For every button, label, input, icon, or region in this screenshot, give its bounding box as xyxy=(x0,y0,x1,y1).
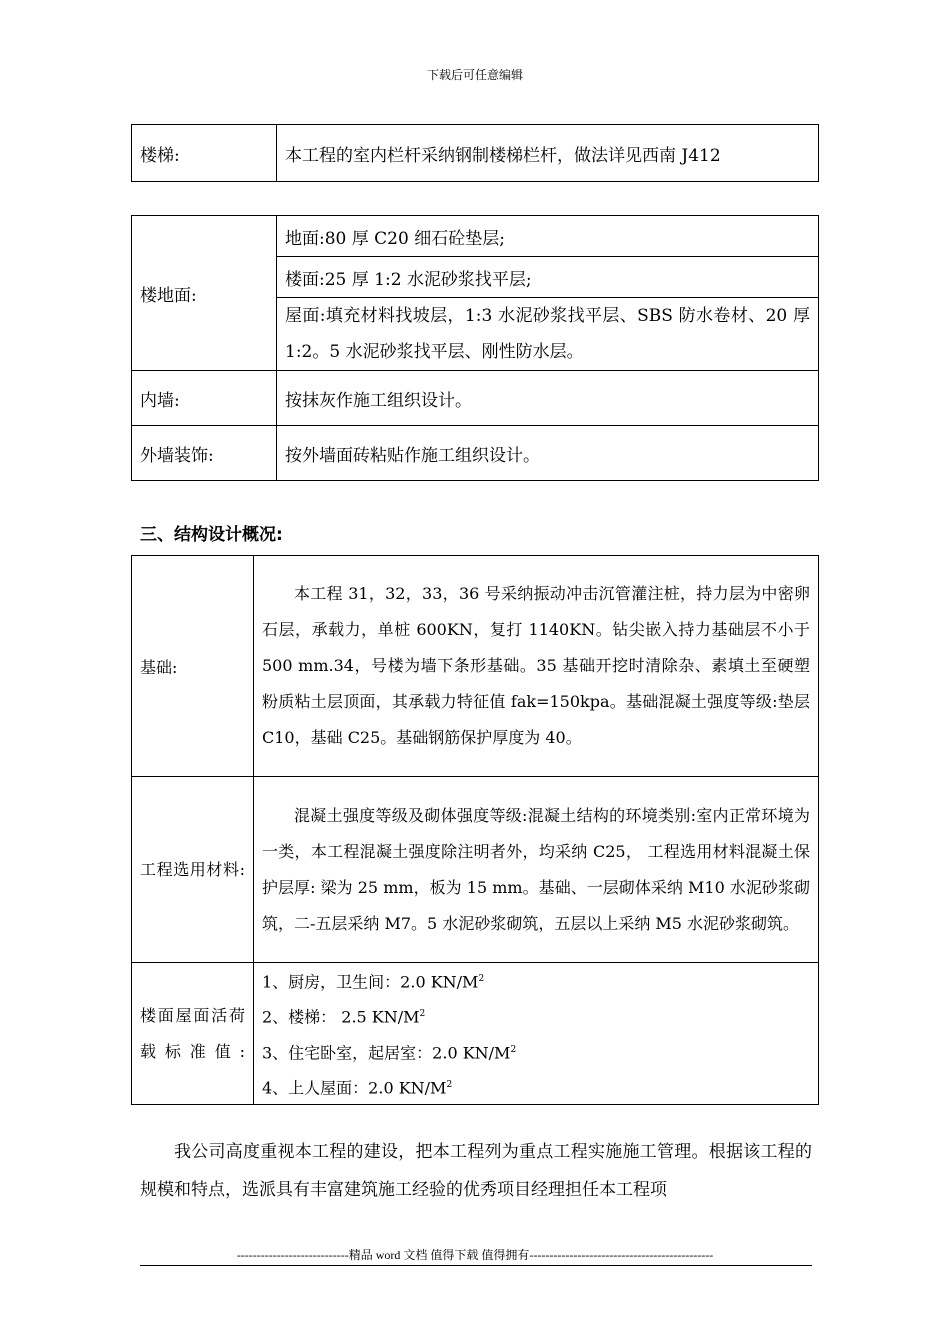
stairs-text: 本工程的室内栏杆采纳钢制楼梯栏杆，做法详见西南 J412 xyxy=(277,125,819,182)
inner-wall-label: 内墙: xyxy=(132,371,277,426)
load-item: 3、住宅卧室，起居室：2.0 $KN/M^2$ xyxy=(262,1042,517,1062)
load-item: 4、上人屋面：2.0 $KN/M^2$ xyxy=(262,1078,453,1098)
stairs-table xyxy=(131,124,819,182)
footer-rule xyxy=(140,1265,812,1266)
load-item: 1、厨房，卫生间：2.0 $KN/M^2$ xyxy=(262,972,485,992)
table-row xyxy=(132,556,819,777)
loads-list xyxy=(254,963,819,1105)
materials-text: 混凝土强度等级及砌体强度等级:混凝土结构的环境类别:室内正常环境为一类，本工程混凝土强度除注明者外，均采纳 C25， 工程选用材料混凝土保护层厚: 梁为 25 mm，板为 15 mm。基础、一层砌体采纳 M10 水泥砂浆砌筑，二-五层采纳 M7。5 水泥砂浆砌筑，五层以上采纳 M5 水泥砂浆砌筑。 xyxy=(262,805,810,933)
table-row xyxy=(132,216,819,257)
structure-table xyxy=(131,555,819,1105)
table-row xyxy=(132,125,819,182)
inner-wall-text: 按抹灰作施工组织设计。 xyxy=(277,371,819,426)
foundation-label: 基础: xyxy=(132,556,254,777)
body-paragraph: 我公司高度重视本工程的建设，把本工程列为重点工程实施施工管理。根据该工程的规模和特点，选派具有丰富建筑施工经验的优秀项目经理担任本工程项 xyxy=(140,1142,812,1200)
outer-wall-text: 按外墙面砖粘贴作施工组织设计。 xyxy=(277,426,819,481)
floor-label: 楼地面: xyxy=(132,216,277,371)
foundation-text: 本工程 31，32，33，36 号采纳振动冲击沉管灌注桩，持力层为中密卵石层，承载力，单桩 600KN，复打 1140KN。钻尖嵌入持力基础层不小于 500 mm.34，号楼为墙下条形基础。35 基础开挖时清除杂、素填土至硬塑粉质粘土层顶面，其承载力特征值 fak=150kpa。基础混凝土强度等级:垫层 C10，基础 C25。基础钢筋保护厚度为 40。 xyxy=(262,584,810,747)
floor-text: 楼面:25 厚 1:2 水泥砂浆找平层; xyxy=(277,257,819,298)
stairs-label: 楼梯: xyxy=(132,125,277,182)
page-footer: ----------------------------精品 word 文档 值得下载 值得拥有---------------------------------------------- xyxy=(236,1248,714,1262)
outer-wall-label: 外墙装饰: xyxy=(132,426,277,481)
table-row xyxy=(132,426,819,481)
page-header-note: 下载后可任意编辑 xyxy=(426,68,523,82)
section-title: 三、结构设计概况: xyxy=(140,525,283,545)
load-item: 2、楼梯： 2.5 $KN/M^2$ xyxy=(262,1007,426,1027)
table-row xyxy=(132,371,819,426)
table-row xyxy=(132,963,819,1105)
roof-text: 屋面:填充材料找坡层，1:3 水泥砂浆找平层、SBS 防水卷材、20 厚 1:2。5 水泥砂浆找平层、刚性防水层。 xyxy=(285,306,810,362)
table-row xyxy=(132,777,819,963)
loads-label: 楼面屋面活荷载标准值: xyxy=(140,1005,245,1061)
finishes-table xyxy=(131,215,819,481)
ground-text: 地面:80 厚 C20 细石砼垫层; xyxy=(277,216,819,257)
materials-label: 工程选用材料: xyxy=(140,859,245,879)
